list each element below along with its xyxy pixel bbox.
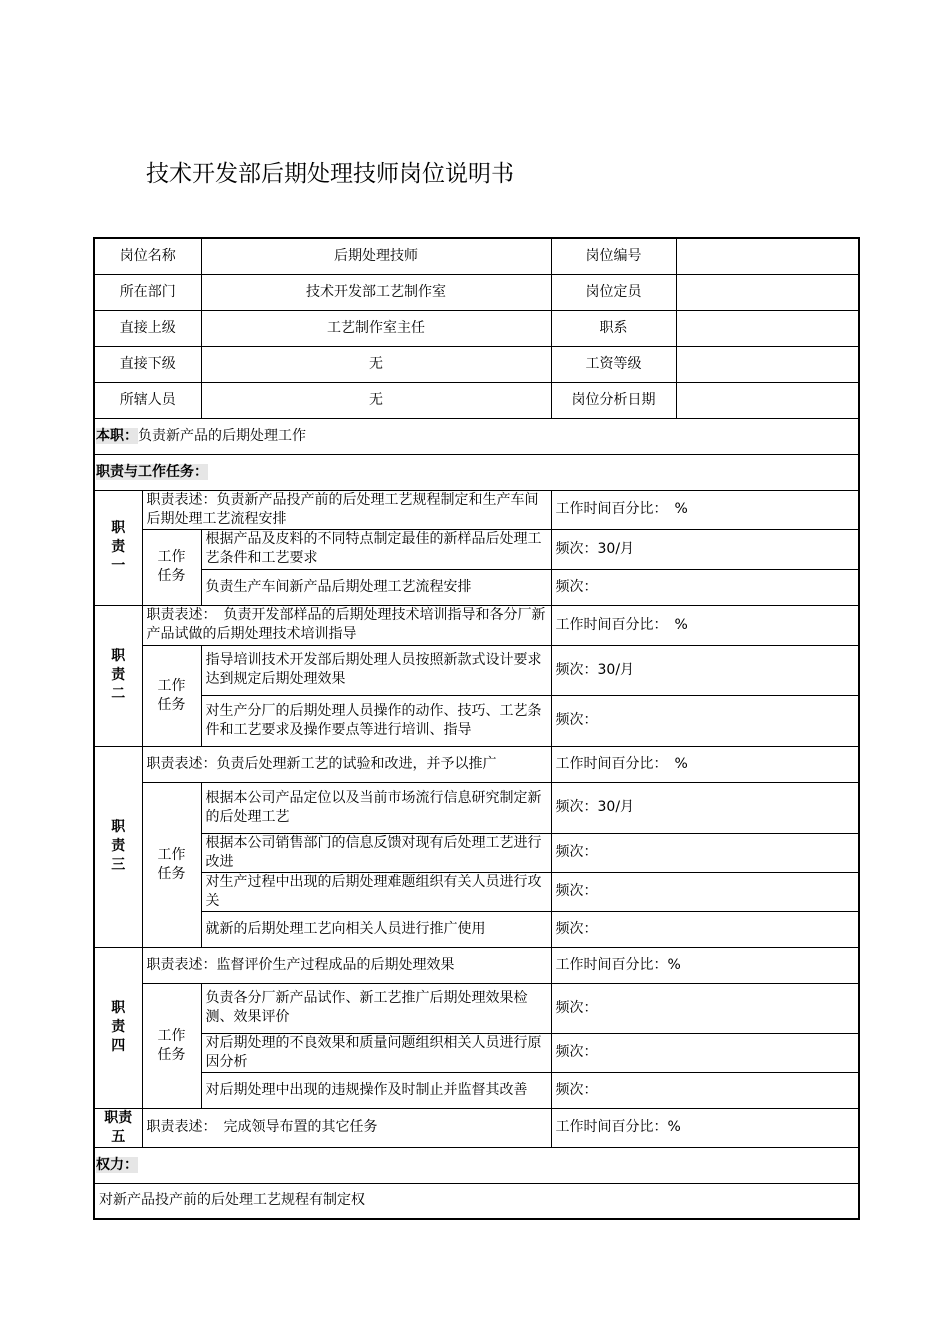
- info-label: 所辖人员: [94, 382, 201, 418]
- task-text: 对后期处理的不良效果和质量问题组织相关人员进行原因分析: [201, 1033, 551, 1072]
- duty-statement: 职责表述： 负责开发部样品的后期处理技术培训指导和各分厂新产品试做的后期处理技术培训指导: [142, 605, 551, 645]
- duty-statement: 职责表述： 完成领导布置的其它任务: [142, 1108, 551, 1147]
- info-row: [94, 238, 859, 274]
- info-value: 技术开发部工艺制作室: [201, 274, 551, 310]
- info-value: 后期处理技师: [201, 238, 551, 274]
- task-row: [94, 645, 859, 695]
- info-value: [676, 346, 859, 382]
- task-frequency: 频次：: [551, 695, 859, 746]
- task-row: [94, 695, 859, 746]
- info-value: 工艺制作室主任: [201, 310, 551, 346]
- role-row: [94, 418, 859, 454]
- task-row: [94, 833, 859, 872]
- duty-statement-row: [94, 947, 859, 983]
- task-frequency: 频次：: [551, 833, 859, 872]
- info-value: 无: [201, 382, 551, 418]
- task-text: 对生产过程中出现的后期处理难题组织有关人员进行攻关: [201, 872, 551, 911]
- task-text: 根据本公司销售部门的信息反馈对现有后处理工艺进行改进: [201, 833, 551, 872]
- duty-name: 职责五: [94, 1108, 142, 1147]
- task-frequency: 频次：: [551, 1033, 859, 1072]
- duty-name: 职责四: [94, 947, 142, 1108]
- duty-statement-row: [94, 490, 859, 529]
- duty-time-percent: 工作时间百分比： %: [551, 605, 859, 645]
- duty-name: 职责一: [94, 490, 142, 605]
- task-text: 对生产分厂的后期处理人员操作的动作、技巧、工艺条件和工艺要求及操作要点等进行培训、指导: [201, 695, 551, 746]
- authority-item: 对新产品投产前的后处理工艺规程有制定权: [94, 1183, 859, 1219]
- task-frequency: 频次：30/月: [551, 782, 859, 833]
- info-row: [94, 346, 859, 382]
- task-frequency: 频次：30/月: [551, 529, 859, 569]
- task-row: [94, 872, 859, 911]
- duty-name: 职责二: [94, 605, 142, 746]
- info-label: 岗位名称: [94, 238, 201, 274]
- duties-header: 职责与工作任务：: [96, 463, 208, 480]
- authority-header-row: [94, 1147, 859, 1183]
- duties-header-row: [94, 454, 859, 490]
- info-label: 直接上级: [94, 310, 201, 346]
- task-row: [94, 782, 859, 833]
- task-row: [94, 1072, 859, 1108]
- info-value: [676, 310, 859, 346]
- role-label: 本职：: [96, 427, 138, 444]
- duty-time-percent: 工作时间百分比：%: [551, 1108, 859, 1147]
- task-text: 根据本公司产品定位以及当前市场流行信息研究制定新的后处理工艺: [201, 782, 551, 833]
- task-text: 根据产品及皮料的不同特点制定最佳的新样品后处理工艺条件和工艺要求: [201, 529, 551, 569]
- task-text: 负责各分厂新产品试作、新工艺推广后期处理效果检测、效果评价: [201, 983, 551, 1033]
- task-text: 对后期处理中出现的违规操作及时制止并监督其改善: [201, 1072, 551, 1108]
- info-label: 职系: [551, 310, 676, 346]
- task-text: 就新的后期处理工艺向相关人员进行推广使用: [201, 911, 551, 947]
- authority-row: [94, 1183, 859, 1219]
- duty-statement-row: [94, 746, 859, 782]
- task-text: 指导培训技术开发部后期处理人员按照新款式设计要求达到规定后期处理效果: [201, 645, 551, 695]
- page-title: 技术开发部后期处理技师岗位说明书: [146, 161, 514, 187]
- task-frequency: 频次：30/月: [551, 645, 859, 695]
- task-label: 工作任务: [142, 782, 201, 947]
- task-label: 工作任务: [142, 645, 201, 746]
- info-label: 岗位定员: [551, 274, 676, 310]
- task-row: [94, 911, 859, 947]
- info-value: [676, 382, 859, 418]
- task-frequency: 频次：: [551, 983, 859, 1033]
- task-row: [94, 569, 859, 605]
- info-value: [676, 274, 859, 310]
- info-row: [94, 382, 859, 418]
- info-row: [94, 274, 859, 310]
- duty-statement: 职责表述：负责后处理新工艺的试验和改进，并予以推广: [142, 746, 551, 782]
- task-label: 工作任务: [142, 983, 201, 1108]
- task-row: [94, 529, 859, 569]
- task-frequency: 频次：: [551, 911, 859, 947]
- duty-statement-row: [94, 605, 859, 645]
- task-frequency: 频次：: [551, 1072, 859, 1108]
- info-label: 岗位分析日期: [551, 382, 676, 418]
- info-label: 岗位编号: [551, 238, 676, 274]
- info-label: 所在部门: [94, 274, 201, 310]
- authority-label: 权力：: [96, 1156, 138, 1173]
- role-text: 负责新产品的后期处理工作: [138, 427, 306, 444]
- duty-statement-row: [94, 1108, 859, 1147]
- duty-time-percent: 工作时间百分比：%: [551, 947, 859, 983]
- duty-time-percent: 工作时间百分比： %: [551, 490, 859, 529]
- task-frequency: 频次：: [551, 872, 859, 911]
- duty-time-percent: 工作时间百分比： %: [551, 746, 859, 782]
- task-label: 工作任务: [142, 529, 201, 605]
- task-row: [94, 983, 859, 1033]
- job-description-table: [93, 237, 860, 1220]
- duty-statement: 职责表述：负责新产品投产前的后处理工艺规程制定和生产车间后期处理工艺流程安排: [142, 490, 551, 529]
- info-row: [94, 310, 859, 346]
- info-value: 无: [201, 346, 551, 382]
- info-label: 工资等级: [551, 346, 676, 382]
- info-value: [676, 238, 859, 274]
- task-text: 负责生产车间新产品后期处理工艺流程安排: [201, 569, 551, 605]
- task-frequency: 频次：: [551, 569, 859, 605]
- duty-name: 职责三: [94, 746, 142, 947]
- task-row: [94, 1033, 859, 1072]
- info-label: 直接下级: [94, 346, 201, 382]
- duty-statement: 职责表述：监督评价生产过程成品的后期处理效果: [142, 947, 551, 983]
